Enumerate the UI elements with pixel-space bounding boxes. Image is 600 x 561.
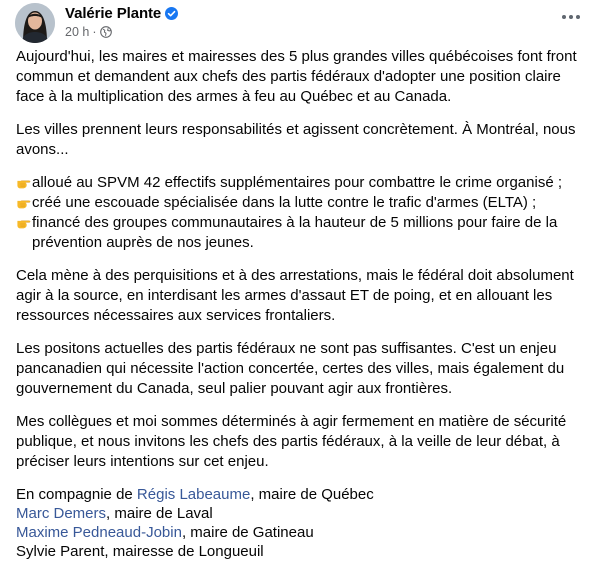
post-body [16,47,590,561]
more-options-icon[interactable] [558,7,584,27]
pointing-hand-icon [16,175,31,190]
signoff-line: Sylvie Parent, mairesse de Longueuil [16,543,264,560]
pointing-hand-icon [16,195,31,210]
post-timestamp[interactable]: 20 h [65,25,90,39]
signoff-role: , maire de Laval [106,505,213,522]
list-item-text: financé des groupes communautaires à la hauteur de 5 millions pour faire de la prévention auprès de nos jeunes. [32,214,558,251]
paragraph-villes: Les villes prennent leurs responsabilités et agissent concrètement. À Montréal, nous avons... [16,121,576,158]
globe-icon [100,26,112,38]
pointing-hand-icon [16,215,31,230]
paragraph-positions: Les positons actuelles des partis fédéraux ne sont pas suffisantes. C'est un enjeu pancanadien qui nécessite l'action concertée, certes des villes, mais également du gouvernement du Canada, seul palier pouvant agir aux frontières. [16,340,565,397]
list-item [16,213,590,253]
post-header [15,3,590,41]
verified-badge-icon [165,7,178,20]
signoff-role: , maire de Gatineau [181,524,314,541]
list-item-text: alloué au SPVM 42 effectifs supplémentaires pour combattre le crime organisé ; [32,174,562,191]
author-avatar[interactable] [15,3,55,43]
list-item [16,193,590,213]
list-item [16,173,590,193]
signoff-line [16,485,590,504]
signoff-line [16,504,590,523]
author-name[interactable]: Valérie Plante [65,5,162,22]
signoff-intro: En compagnie de [16,486,137,503]
author-info [65,5,178,39]
signoff-line [16,523,590,542]
list-item-text: créé une escouade spécialisée dans la lutte contre le trafic d'armes (ELTA) ; [32,194,537,211]
mention-regis-labeaume[interactable]: Régis Labeaume [136,486,251,503]
paragraph-federal: Cela mène à des perquisitions et à des arrestations, mais le fédéral doit absolument agir à la source, en interdisant les armes d'assaut ET de poing, et en allouant les ressources nécessaires aux services frontaliers. [16,267,574,324]
mention-marc-demers[interactable]: Marc Demers [16,505,107,522]
signoff-block [16,485,590,561]
meta-separator: · [92,25,97,39]
signoff-role: , maire de Québec [250,486,374,503]
paragraph-engagement: Mes collègues et moi sommes déterminés à agir fermement en matière de sécurité publique, et nous invitons les chefs des partis fédéraux, à la veille de leur débat, à préciser leurs intentions sur cet enjeu. [16,413,567,470]
paragraph-intro: Aujourd'hui, les maires et mairesses des 5 plus grandes villes québécoises font front commun et demandent aux chefs des partis fédéraux d'adopter une position claire face à la multiplication des armes à feu au Québec et au Canada. [16,48,577,105]
action-list [16,173,590,253]
mention-maxime-pedneaud-jobin[interactable]: Maxime Pedneaud-Jobin [16,524,182,541]
